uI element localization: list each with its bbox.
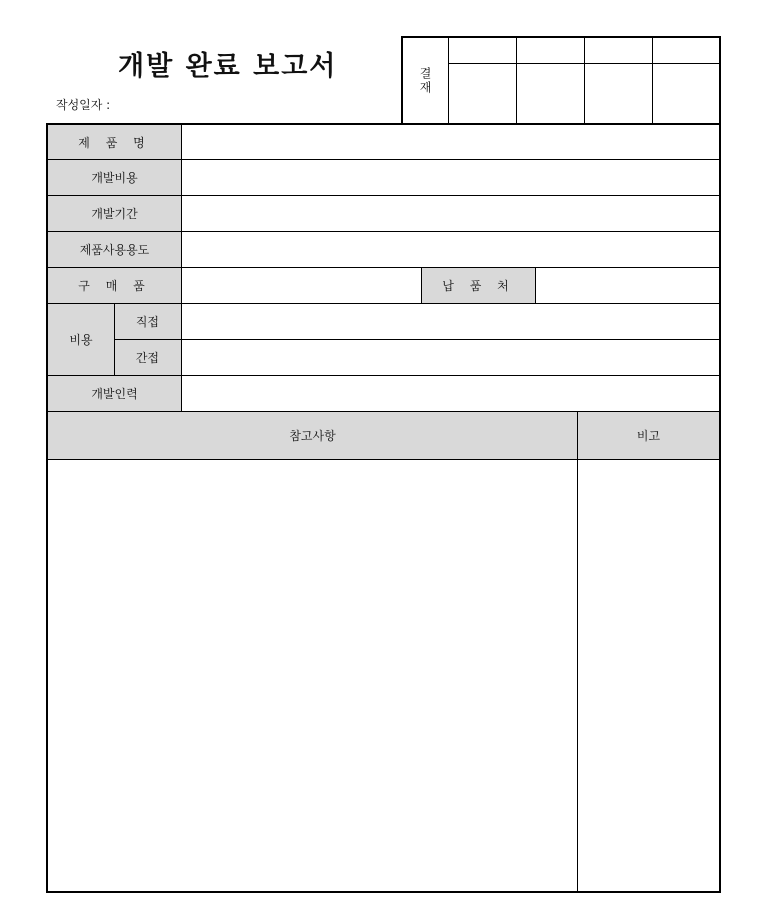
approval-slot-4[interactable] <box>653 38 719 124</box>
report-form <box>46 123 721 893</box>
indirect-cost-field[interactable] <box>182 340 719 376</box>
product-name-label: 제 품 명 <box>48 125 182 160</box>
approval-slot-3[interactable] <box>585 38 653 124</box>
date-label: 작성일자 : <box>56 98 111 112</box>
delivery-dest-field[interactable] <box>536 268 719 304</box>
direct-cost-label: 직접 <box>115 304 182 340</box>
product-usage-field[interactable] <box>182 232 719 268</box>
remarks-header: 비고 <box>578 412 719 460</box>
direct-cost-field[interactable] <box>182 304 719 340</box>
delivery-dest-label: 납 품 처 <box>422 268 536 304</box>
product-name-field[interactable] <box>182 125 719 160</box>
dev-period-field[interactable] <box>182 196 719 232</box>
dev-staff-field[interactable] <box>182 376 719 412</box>
cost-label: 비용 <box>48 304 115 376</box>
purchase-item-label: 구 매 품 <box>48 268 182 304</box>
dev-cost-field[interactable] <box>182 160 719 196</box>
notes-header: 참고사항 <box>48 412 578 460</box>
approval-slot-1[interactable] <box>449 38 517 124</box>
document-title: 개발 완료 보고서 <box>118 51 338 82</box>
remarks-area[interactable] <box>578 460 719 891</box>
dev-cost-label: 개발비용 <box>48 160 182 196</box>
approval-slot-2[interactable] <box>517 38 585 124</box>
dev-period-label: 개발기간 <box>48 196 182 232</box>
purchase-item-field[interactable] <box>182 268 422 304</box>
notes-area[interactable] <box>48 460 578 891</box>
approval-box <box>401 36 721 124</box>
dev-staff-label: 개발인력 <box>48 376 182 412</box>
approval-label: 결재 <box>403 38 449 124</box>
indirect-cost-label: 간접 <box>115 340 182 376</box>
product-usage-label: 제품사용용도 <box>48 232 182 268</box>
